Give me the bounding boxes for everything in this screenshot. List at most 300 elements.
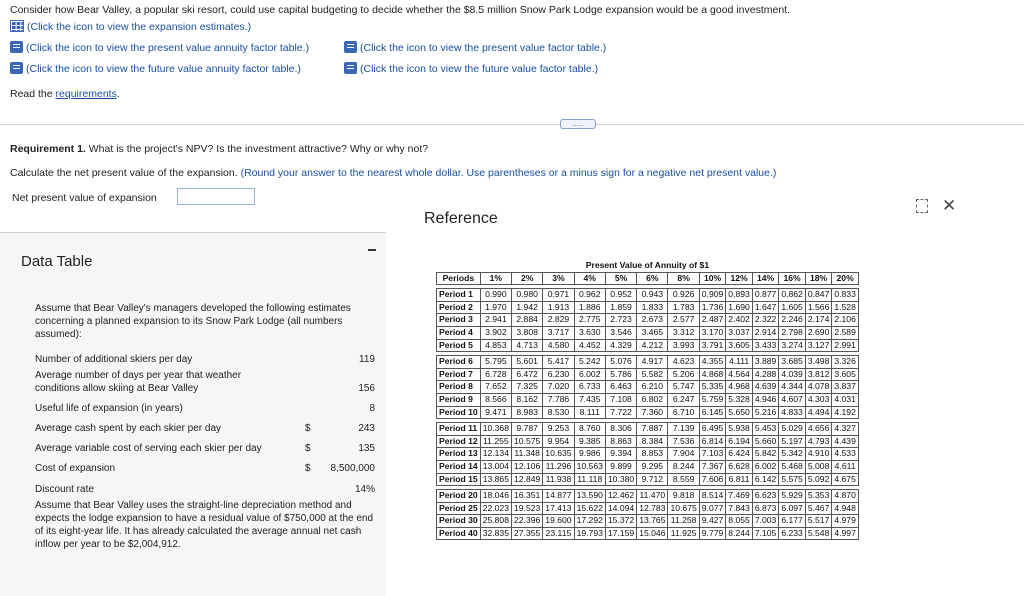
factor-cell: 12.134	[480, 448, 511, 461]
factor-cell: 11.938	[543, 473, 574, 486]
factor-cell: 0.893	[726, 289, 753, 302]
factor-cell: 4.564	[726, 368, 753, 381]
factor-cell: 4.580	[543, 339, 574, 352]
factor-cell: 5.467	[805, 502, 832, 515]
factor-cell: 11.258	[668, 515, 699, 528]
factor-cell: 2.106	[832, 314, 859, 327]
factor-cell: 8.055	[726, 515, 753, 528]
factor-cell: 4.713	[512, 339, 543, 352]
column-header: 20%	[832, 272, 859, 285]
factor-cell: 23.115	[543, 527, 574, 540]
factor-cell: 4.344	[779, 381, 806, 394]
factor-cell: 8.530	[543, 406, 574, 419]
column-header: 10%	[699, 272, 726, 285]
factor-cell: 1.942	[512, 301, 543, 314]
factor-cell: 13.004	[480, 460, 511, 473]
factor-cell: 5.517	[805, 515, 832, 528]
factor-cell: 3.170	[699, 326, 726, 339]
factor-cell: 6.463	[605, 381, 636, 394]
table-row	[437, 301, 859, 314]
read-prefix: Read the	[10, 88, 56, 100]
data-row-value: 14%	[354, 484, 375, 495]
factor-cell: 4.533	[832, 448, 859, 461]
factor-cell: 32.835	[480, 527, 511, 540]
table-header-row	[437, 272, 859, 285]
factor-cell: 4.948	[832, 502, 859, 515]
factor-cell: 10.368	[480, 423, 511, 436]
factor-cell: 5.929	[779, 490, 806, 503]
factor-cell: 12.783	[637, 502, 668, 515]
document-icon[interactable]	[344, 41, 357, 53]
factor-cell: 19.523	[512, 502, 543, 515]
factor-cell: 3.605	[832, 368, 859, 381]
factor-cell: 9.471	[480, 406, 511, 419]
period-label: Period 2	[437, 301, 481, 314]
factor-cell: 1.690	[726, 301, 753, 314]
section-divider	[0, 124, 1024, 125]
factor-cell: 6.628	[726, 460, 753, 473]
data-row	[35, 353, 375, 366]
factor-cell: 11.118	[574, 473, 605, 486]
factor-cell: 14.877	[543, 490, 574, 503]
factor-cell: 2.577	[668, 314, 699, 327]
factor-cell: 6.194	[726, 435, 753, 448]
factor-cell: 5.453	[752, 423, 779, 436]
factor-cell: 7.325	[512, 381, 543, 394]
table-row	[437, 393, 859, 406]
data-row-label: Discount rate	[35, 484, 94, 495]
factor-cell: 2.174	[805, 314, 832, 327]
period-label: Period 13	[437, 448, 481, 461]
minimize-icon[interactable]	[368, 249, 376, 251]
factor-cell: 5.216	[752, 406, 779, 419]
factor-cell: 4.039	[779, 368, 806, 381]
factor-cell: 6.230	[543, 368, 574, 381]
table-row	[437, 406, 859, 419]
print-icon[interactable]	[916, 199, 928, 213]
factor-cell: 22.396	[512, 515, 543, 528]
factor-cell: 0.847	[805, 289, 832, 302]
period-label: Period 15	[437, 473, 481, 486]
factor-cell: 3.605	[726, 339, 753, 352]
column-header: Periods	[437, 272, 481, 285]
factor-cell: 1.605	[779, 301, 806, 314]
column-header: 6%	[637, 272, 668, 285]
factor-cell: 3.127	[805, 339, 832, 352]
factor-cell: 2.487	[699, 314, 726, 327]
fv-annuity-table-link[interactable]	[10, 62, 301, 75]
factor-cell: 9.954	[543, 435, 574, 448]
factor-cell: 3.889	[752, 356, 779, 369]
factor-cell: 2.589	[832, 326, 859, 339]
currency-prefix: $	[305, 443, 311, 454]
factor-cell: 4.439	[832, 435, 859, 448]
factor-cell: 9.394	[605, 448, 636, 461]
factor-cell: 1.736	[699, 301, 726, 314]
factor-cell: 6.802	[637, 393, 668, 406]
factor-cell: 17.413	[543, 502, 574, 515]
factor-cell: 2.884	[512, 314, 543, 327]
factor-cell: 22.023	[480, 502, 511, 515]
factor-cell: 3.433	[752, 339, 779, 352]
currency-prefix: $	[305, 463, 311, 474]
fv-factor-link-label: (Click the icon to view the future value factor table.)	[360, 63, 599, 75]
factor-cell: 9.779	[699, 527, 726, 540]
factor-cell: 2.829	[543, 314, 574, 327]
factor-cell: 5.650	[726, 406, 753, 419]
factor-cell: 4.355	[699, 356, 726, 369]
table-row	[437, 473, 859, 486]
factor-cell: 10.675	[668, 502, 699, 515]
data-table-footer: Assume that Bear Valley uses the straight-line depreciation method and expects the lodge expansion to have a residual value of $750,000 at the end of its eight-year life. It has already calculated the average annual net cash inflow per year to be $2,004,912.	[35, 500, 374, 550]
factor-cell: 4.192	[832, 406, 859, 419]
factor-cell: 8.566	[480, 393, 511, 406]
factor-cell: 17.292	[574, 515, 605, 528]
factor-cell: 0.926	[668, 289, 699, 302]
factor-cell: 10.563	[574, 460, 605, 473]
fv-annuity-link-label: (Click the icon to view the future value annuity factor table.)	[26, 63, 301, 75]
factor-cell: 11.348	[512, 448, 543, 461]
factor-cell: 15.372	[605, 515, 636, 528]
factor-cell: 3.465	[637, 326, 668, 339]
factor-cell: 1.913	[543, 301, 574, 314]
factor-cell: 8.514	[699, 490, 726, 503]
fv-factor-table-link[interactable]	[344, 62, 598, 75]
table-row	[437, 435, 859, 448]
factor-cell: 9.712	[637, 473, 668, 486]
table-icon[interactable]	[10, 20, 24, 32]
factor-cell: 7.904	[668, 448, 699, 461]
factor-cell: 8.244	[668, 460, 699, 473]
factor-cell: 6.495	[699, 423, 726, 436]
data-row-value: 135	[358, 443, 375, 454]
factor-cell: 0.877	[752, 289, 779, 302]
factor-cell: 2.402	[726, 314, 753, 327]
factor-cell: 7.360	[637, 406, 668, 419]
factor-cell: 4.917	[637, 356, 668, 369]
column-header: 8%	[668, 272, 699, 285]
factor-cell: 10.575	[512, 435, 543, 448]
data-row	[35, 402, 375, 415]
pv-annuity-table-link[interactable]	[10, 41, 309, 54]
factor-cell: 5.786	[605, 368, 636, 381]
factor-cell: 10.635	[543, 448, 574, 461]
data-table-title: Data Table	[21, 253, 93, 270]
factor-cell: 4.675	[832, 473, 859, 486]
factor-cell: 19.600	[543, 515, 574, 528]
factor-cell: 5.197	[779, 435, 806, 448]
factor-cell: 1.859	[605, 301, 636, 314]
table-row	[437, 289, 859, 302]
factor-cell: 7.606	[699, 473, 726, 486]
factor-cell: 2.690	[805, 326, 832, 339]
factor-cell: 16.351	[512, 490, 543, 503]
factor-cell: 5.353	[805, 490, 832, 503]
factor-cell: 15.046	[637, 527, 668, 540]
factor-cell: 2.914	[752, 326, 779, 339]
factor-cell: 9.787	[512, 423, 543, 436]
factor-cell: 7.786	[543, 393, 574, 406]
factor-cell: 7.105	[752, 527, 779, 540]
factor-cell: 3.808	[512, 326, 543, 339]
factor-cell: 6.097	[779, 502, 806, 515]
factor-cell: 5.206	[668, 368, 699, 381]
factor-cell: 4.656	[805, 423, 832, 436]
data-row-label-cont: conditions allow skiing at Bear Valley	[35, 383, 199, 394]
factor-cell: 9.818	[668, 490, 699, 503]
factor-cell: 7.469	[726, 490, 753, 503]
requirement-heading	[10, 143, 428, 155]
factor-cell: 5.468	[779, 460, 806, 473]
expansion-estimates-link[interactable]	[10, 20, 251, 33]
data-row-value: 119	[359, 354, 375, 365]
read-suffix: .	[116, 88, 120, 100]
npv-input[interactable]	[177, 188, 255, 205]
data-row-value: 156	[358, 383, 375, 394]
factor-cell: 7.435	[574, 393, 605, 406]
expand-button[interactable]: .....	[560, 119, 596, 129]
reference-title: Reference	[424, 210, 498, 227]
factor-cell: 6.177	[779, 515, 806, 528]
factor-cell: 5.417	[543, 356, 574, 369]
factor-cell: 4.979	[832, 515, 859, 528]
period-label: Period 8	[437, 381, 481, 394]
table-row	[437, 448, 859, 461]
data-row-value: 8	[369, 403, 375, 414]
factor-cell: 4.853	[480, 339, 511, 352]
factor-cell: 0.952	[605, 289, 636, 302]
factor-cell: 11.255	[480, 435, 511, 448]
factor-cell: 9.427	[699, 515, 726, 528]
column-header: 4%	[574, 272, 605, 285]
factor-cell: 0.980	[512, 289, 543, 302]
factor-cell: 3.630	[574, 326, 605, 339]
factor-cell: 5.795	[480, 356, 511, 369]
factor-cell: 3.717	[543, 326, 574, 339]
factor-cell: 4.870	[832, 490, 859, 503]
factor-cell: 5.335	[699, 381, 726, 394]
pv-factor-link-label: (Click the icon to view the present value factor table.)	[360, 42, 607, 54]
data-row	[35, 422, 375, 435]
factor-cell: 4.910	[805, 448, 832, 461]
factor-cell: 2.723	[605, 314, 636, 327]
factor-cell: 3.837	[832, 381, 859, 394]
period-label: Period 5	[437, 339, 481, 352]
factor-cell: 2.322	[752, 314, 779, 327]
factor-cell: 3.498	[805, 356, 832, 369]
period-label: Period 40	[437, 527, 481, 540]
factor-cell: 5.342	[779, 448, 806, 461]
read-requirements	[10, 88, 120, 100]
factor-cell: 9.077	[699, 502, 726, 515]
factor-cell: 8.384	[637, 435, 668, 448]
factor-cell: 5.601	[512, 356, 543, 369]
factor-cell: 4.607	[779, 393, 806, 406]
factor-cell: 3.791	[699, 339, 726, 352]
currency-prefix: $	[305, 423, 311, 434]
factor-cell: 8.111	[574, 406, 605, 419]
column-header: 5%	[605, 272, 636, 285]
factor-cell: 8.244	[726, 527, 753, 540]
table-row	[437, 339, 859, 352]
factor-cell: 9.253	[543, 423, 574, 436]
table-row	[437, 381, 859, 394]
data-row-label: Cost of expansion	[35, 463, 116, 474]
factor-cell: 6.811	[726, 473, 753, 486]
column-header: 14%	[752, 272, 779, 285]
data-row-label: Average variable cost of serving each skier per day	[35, 443, 262, 454]
factor-cell: 4.997	[832, 527, 859, 540]
data-row-label: Useful life of expansion (in years)	[35, 403, 183, 414]
factor-cell: 7.843	[726, 502, 753, 515]
factor-cell: 4.327	[832, 423, 859, 436]
column-header: 1%	[480, 272, 511, 285]
factor-cell: 4.111	[726, 356, 753, 369]
factor-cell: 2.673	[637, 314, 668, 327]
factor-cell: 6.424	[726, 448, 753, 461]
factor-cell: 6.145	[699, 406, 726, 419]
factor-cell: 0.862	[779, 289, 806, 302]
factor-cell: 9.385	[574, 435, 605, 448]
instruction-hint: (Round your answer to the nearest whole dollar. Use parentheses or a minus sign for a negative net present value.)	[237, 167, 777, 179]
document-icon[interactable]	[10, 62, 23, 74]
period-label: Period 4	[437, 326, 481, 339]
factor-cell: 6.247	[668, 393, 699, 406]
factor-cell: 1.970	[480, 301, 511, 314]
factor-cell: 5.660	[752, 435, 779, 448]
factor-cell: 4.212	[637, 339, 668, 352]
factor-cell: 1.566	[805, 301, 832, 314]
factor-cell: 14.094	[605, 502, 636, 515]
factor-cell: 12.106	[512, 460, 543, 473]
factor-cell: 5.008	[805, 460, 832, 473]
factor-cell: 4.946	[752, 393, 779, 406]
period-label: Period 20	[437, 490, 481, 503]
factor-cell: 5.575	[779, 473, 806, 486]
instruction-text: Calculate the net present value of the expansion.	[10, 167, 238, 179]
factor-cell: 5.842	[752, 448, 779, 461]
factor-cell: 8.863	[605, 435, 636, 448]
data-row-value: 243	[358, 423, 375, 434]
table-row	[437, 368, 859, 381]
factor-cell: 6.002	[752, 460, 779, 473]
factor-cell: 3.312	[668, 326, 699, 339]
expansion-link-label: (Click the icon to view the expansion estimates.)	[27, 21, 252, 33]
factor-cell: 6.472	[512, 368, 543, 381]
period-label: Period 9	[437, 393, 481, 406]
factor-cell: 9.986	[574, 448, 605, 461]
factor-cell: 15.622	[574, 502, 605, 515]
factor-cell: 7.722	[605, 406, 636, 419]
factor-cell: 3.274	[779, 339, 806, 352]
factor-cell: 8.853	[637, 448, 668, 461]
factor-cell: 4.494	[805, 406, 832, 419]
requirement-label: Requirement 1.	[10, 143, 86, 155]
pv-annuity-link-label: (Click the icon to view the present value annuity factor table.)	[26, 42, 310, 54]
factor-cell: 0.990	[480, 289, 511, 302]
period-label: Period 14	[437, 460, 481, 473]
pv-factor-table-link[interactable]	[344, 41, 606, 54]
factor-cell: 0.909	[699, 289, 726, 302]
factor-cell: 6.710	[668, 406, 699, 419]
factor-cell: 8.983	[512, 406, 543, 419]
table-row	[437, 460, 859, 473]
intro-text: Consider how Bear Valley, a popular ski resort, could use capital budgeting to decide whether the $8.5 million Snow Park Lodge expansion would be a good investment.	[10, 4, 790, 16]
factor-cell: 4.868	[699, 368, 726, 381]
factor-cell: 4.623	[668, 356, 699, 369]
factor-cell: 4.303	[805, 393, 832, 406]
factor-cell: 2.775	[574, 314, 605, 327]
factor-cell: 8.760	[574, 423, 605, 436]
factor-cell: 9.295	[637, 460, 668, 473]
data-row	[35, 462, 375, 475]
table-row	[437, 515, 859, 528]
table-row	[437, 490, 859, 503]
factor-cell: 3.037	[726, 326, 753, 339]
factor-cell: 12.462	[605, 490, 636, 503]
factor-cell: 10.380	[605, 473, 636, 486]
period-label: Period 10	[437, 406, 481, 419]
factor-cell: 3.993	[668, 339, 699, 352]
column-header: 12%	[726, 272, 753, 285]
table-row	[437, 502, 859, 515]
data-row-label: Number of additional skiers per day	[35, 354, 193, 365]
data-row	[35, 483, 375, 496]
period-label: Period 3	[437, 314, 481, 327]
factor-cell: 2.246	[779, 314, 806, 327]
factor-cell: 7.003	[752, 515, 779, 528]
factor-cell: 11.296	[543, 460, 574, 473]
factor-cell: 2.941	[480, 314, 511, 327]
factor-cell: 5.328	[726, 393, 753, 406]
close-icon[interactable]: ✕	[942, 196, 957, 215]
factor-cell: 5.242	[574, 356, 605, 369]
period-label: Period 7	[437, 368, 481, 381]
factor-cell: 6.728	[480, 368, 511, 381]
requirements-link[interactable]: requirements	[55, 88, 117, 100]
factor-cell: 4.793	[805, 435, 832, 448]
factor-cell: 19.793	[574, 527, 605, 540]
factor-cell: 2.991	[832, 339, 859, 352]
column-header: 2%	[512, 272, 543, 285]
factor-cell: 5.747	[668, 381, 699, 394]
factor-cell: 11.470	[637, 490, 668, 503]
factor-cell: 17.159	[605, 527, 636, 540]
data-table-intro: Assume that Bear Valley's managers developed the following estimates concerning a planned expansion to its Snow Park Lodge (all numbers assumed):	[35, 303, 351, 340]
document-icon[interactable]	[10, 41, 23, 53]
factor-cell: 6.233	[779, 527, 806, 540]
factor-cell: 7.887	[637, 423, 668, 436]
factor-cell: 0.971	[543, 289, 574, 302]
factor-cell: 4.031	[832, 393, 859, 406]
document-icon[interactable]	[344, 62, 357, 74]
factor-cell: 1.833	[637, 301, 668, 314]
factor-cell: 7.108	[605, 393, 636, 406]
factor-cell: 4.639	[752, 381, 779, 394]
data-row	[35, 369, 375, 395]
table-row	[437, 527, 859, 540]
column-header: 16%	[779, 272, 806, 285]
table-row	[437, 356, 859, 369]
factor-cell: 1.886	[574, 301, 605, 314]
factor-cell: 4.968	[726, 381, 753, 394]
data-row	[35, 442, 375, 455]
factor-cell: 0.943	[637, 289, 668, 302]
factor-cell: 3.546	[605, 326, 636, 339]
annuity-table-title: Present Value of Annuity of $1	[585, 260, 710, 270]
factor-cell: 11.925	[668, 527, 699, 540]
factor-cell: 0.833	[832, 289, 859, 302]
